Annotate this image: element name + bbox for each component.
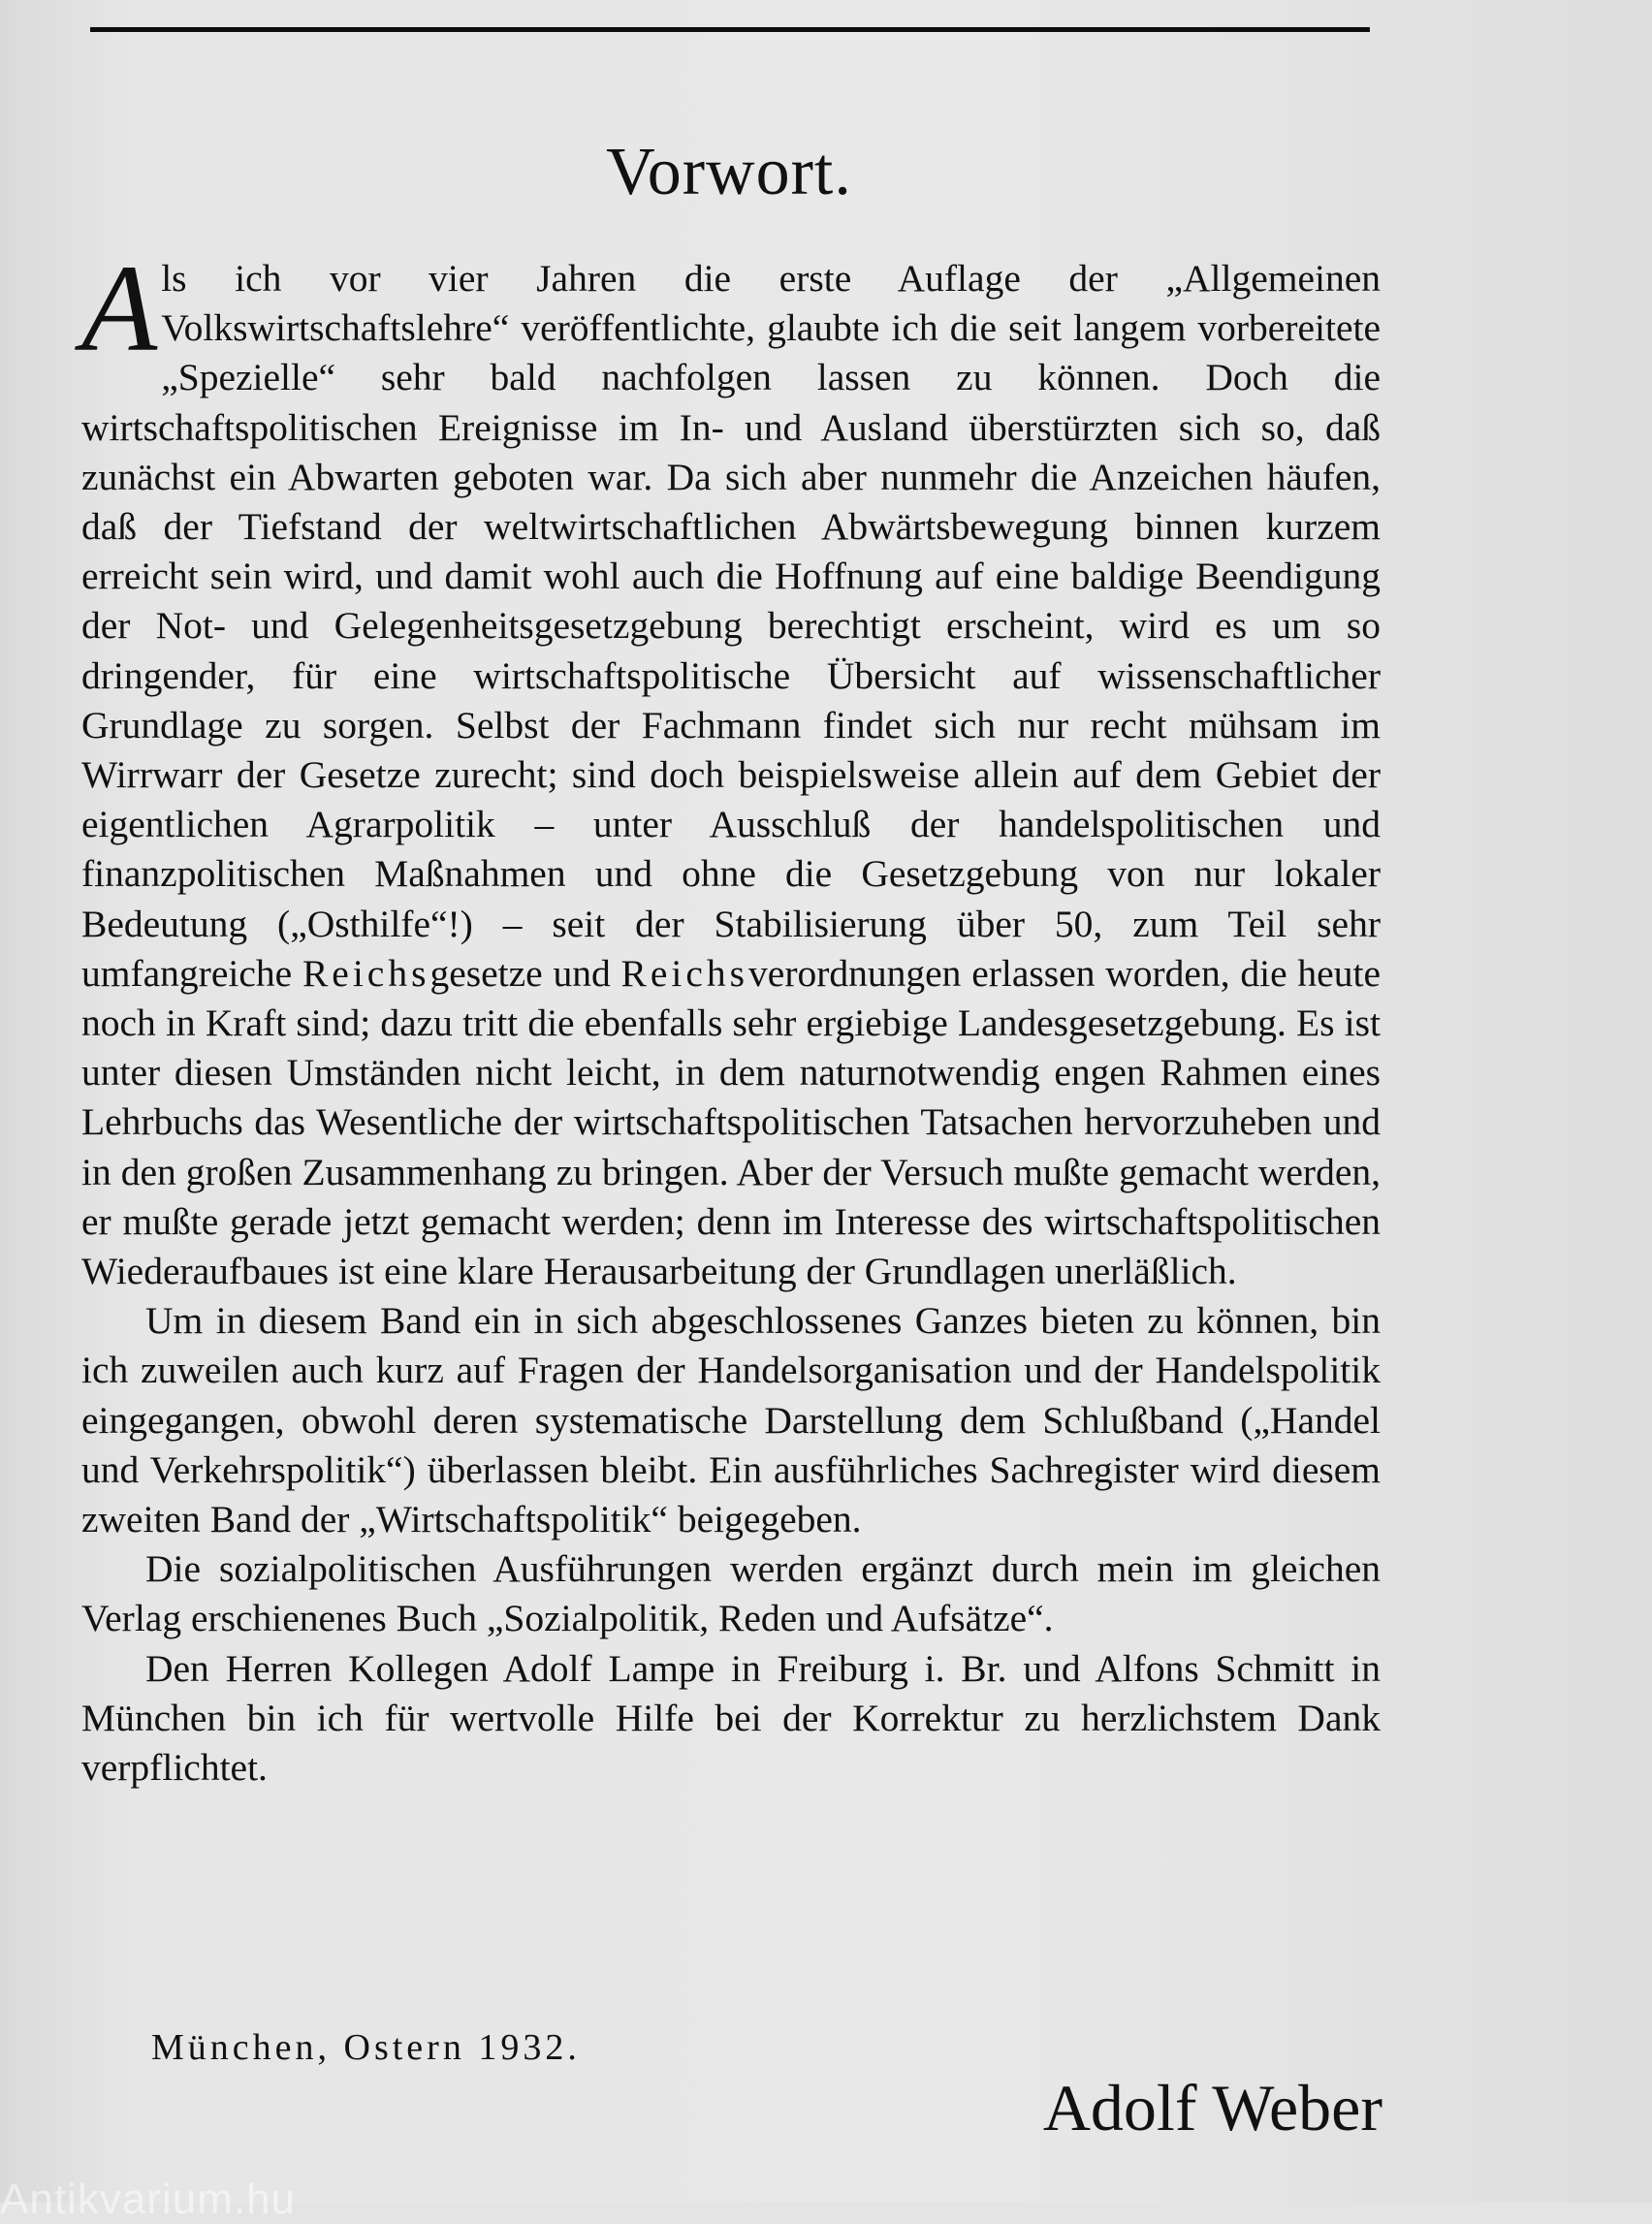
paragraph-1-text-mid: gesetze und xyxy=(429,951,621,995)
preface-body xyxy=(81,239,1381,1793)
letterspaced-reichs-2: Reichs xyxy=(620,951,749,995)
paragraph-1 xyxy=(81,239,1381,1296)
letterspaced-reichs-1: Reichs xyxy=(302,951,430,995)
paragraph-1-text-start: ls ich vor vier Jahren die erste Auflage der „Allgemeinen Volkswirtschaftslehre“ veröffentlichte, glaubte ich die seit langem vorbereitete „Spezielle“ sehr bald nachfolgen lassen zu können. Doch die wirtschaftspolitischen Ereignisse im In- und Ausland überstürzten sich so, daß zunächst ein Abwarten geboten war. Da sich aber nunmehr die Anzeichen häufen, daß der Tiefstand der weltwirtschaftlichen Abwärtsbewegung binnen kurzem erreicht sein wird, und damit wohl auch die Hoffnung auf eine baldige Beendigung der Not- und Gelegenheitsgesetzgebung berechtigt erscheint, wird es um so dringender, für eine wirtschaftspolitische Übersicht auf wissenschaftlicher Grundlage zu sorgen. Selbst der Fachmann findet sich nur recht mühsam im Wirrwarr der Gesetze zurecht; sind doch beispielsweise allein auf dem Gebiet der eigentlichen Agrarpolitik – unter Ausschluß der handelspolitischen und finanzpolitischen Maßnahmen und ohne die Gesetzgebung von nur lokaler Bedeutung („Osthilfe“!) – seit der Stabilisierung über 50, zum Teil sehr umfangreiche xyxy=(81,257,1381,995)
paragraph-4: Den Herren Kollegen Adolf Lampe in Freiburg i. Br. und Alfons Schmitt in München bin ich für wertvolle Hilfe bei der Korrektur zu herzlichstem Dank verpflichtet. xyxy=(81,1646,1381,1790)
page-title: Vorwort. xyxy=(606,135,852,209)
paragraph-2: Um in diesem Band ein in sich abgeschlossenes Ganzes bieten zu können, bin ich zuweilen auch kurz auf Fragen der Handelsorganisation und der Handelspolitik eingegangen, obwohl deren systematische Darstellung dem Schlußband („Handel und Verkehrspolitik“) überlassen bleibt. Ein ausführliches Sachregister wird diesem zweiten Band der „Wirtschaftspolitik“ beigegeben. xyxy=(81,1299,1381,1541)
place-date-line: München, Ostern 1932. xyxy=(151,2027,581,2068)
drop-cap: A xyxy=(81,239,158,377)
top-rule xyxy=(90,27,1370,32)
paragraph-1-text-end: verordnungen erlassen worden, die heute noch in Kraft sind; dazu tritt die ebenfalls sehr ergiebige Landesgesetzgebung. Es ist unter diesen Umständen nicht leicht, in dem naturnotwendig engen Rahmen eines Lehrbuchs das Wesentliche der wirtschaftspolitischen Tatsachen hervorzuheben und in den großen Zusammenhang zu bringen. Aber der Versuch mußte gemacht werden, er mußte gerade jetzt gemacht werden; denn im Interesse des wirtschaftspolitischen Wiederaufbaues ist eine klare Herausarbeitung der Grundlagen unerläßlich. xyxy=(81,951,1381,1293)
paragraph-3: Die sozialpolitischen Ausführungen werden ergänzt durch mein im gleichen Verlag erschienenes Buch „Sozialpolitik, Reden und Aufsätze“. xyxy=(81,1547,1381,1640)
author-signature: Adolf Weber xyxy=(1042,2071,1382,2145)
watermark: Antikvarium.hu xyxy=(0,2176,297,2223)
